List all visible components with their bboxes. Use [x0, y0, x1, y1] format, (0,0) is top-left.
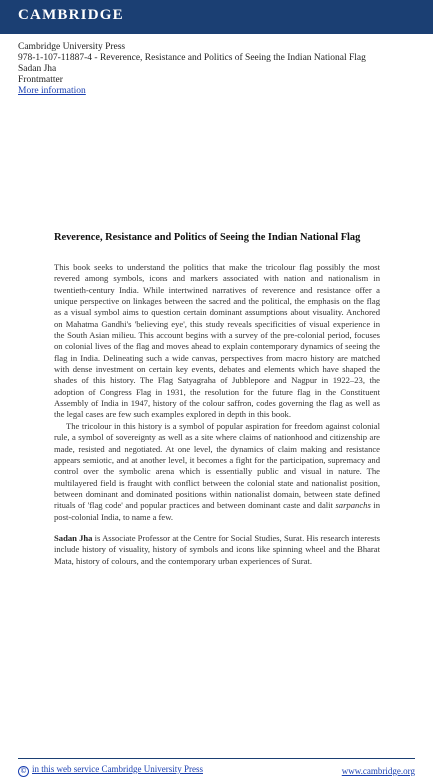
footer-divider: [18, 758, 415, 759]
paragraph-2-text: The tricolour in this history is a symbol of popular aspiration for freedom against colonial rule, a symbol of sovereignty as well as a site where claims of nationhood and citizenship are made, resisted and negotiated. At one level, the dynamics of claim making and resistance appears semiotic, and at another level, it becomes a fight for the participation, supremacy and control over the symbolic arena which is essentially public and visual in nature. The multilayered field is fraught with conflict between the colonial state and nationalist position, between dominant and dominated positions within nationalist domain, between state defined rituals of 'flag code' and popular practices and between dominant caste and dalit: [54, 420, 380, 511]
description-paragraph-2: [54, 421, 380, 523]
book-metadata: [18, 42, 423, 97]
paragraph-2-end: in post-colonial India, to name a few.: [54, 500, 380, 522]
bio-author-name: Sadan Jha: [54, 532, 93, 543]
cambridge-logo[interactable]: CAMBRIDGE: [18, 7, 124, 23]
section-name: Frontmatter: [18, 75, 63, 85]
header-bar: [0, 0, 433, 34]
copyright-icon: ©: [20, 767, 27, 775]
author-bio: [54, 533, 380, 567]
description-paragraph-1: This book seeks to understand the politics that make the tricolour flag possibly the most revered among symbols, icons and markers associated with nation and nationalism in twentieth-century India. While intertwined narratives of reverence and resistance offer a unique perspective on linkages between the sacred and the political, the emphasis on the flag as a visual symbol aims to question certain dominant assumptions about visuality. Anchored on Mahatma Gandhi's 'believing eye', this study reveals specificities of visual experience in the South Asian milieu. This account begins with a survey of the pre-colonial period, focuses on colonial lives of the flag and moves ahead to explain contemporary dynamics of seeing the flag in India. Delineating such a wide canvas, perspectives from macro history are matched with dense investment on certain key events, debates and elements which have shaped the shades of this history. The Flag Satyagraha of Jubblepore and Nagpur in 1922–23, the adoption of Congress Flag in 1931, the resolution for the future flag in the Constituent Assembly of India in 1947, history of the colour saffron, codes governing the flag as well as the legal cases are few such examples explored in depth in this book.: [54, 262, 380, 420]
paragraph-2-italic: sarpanchs: [335, 500, 371, 511]
publisher-name: Cambridge University Press: [18, 42, 126, 52]
book-description: [54, 262, 380, 567]
more-information-link[interactable]: More information: [18, 86, 86, 96]
cambridge-website-link[interactable]: www.cambridge.org: [341, 765, 415, 776]
bio-text: is Associate Professor at the Centre for Social Studies, Surat. His research interests include history of visuality, history of symbols and icons like spinning wheel and the Bharat Mata, history of colours, and the contemporary urban experiences of Surat.: [54, 532, 380, 566]
copyright-text: in this web service Cambridge University Press: [32, 764, 203, 774]
author-name: Sadan Jha: [18, 64, 57, 74]
page-footer: [18, 764, 415, 777]
book-title: Reverence, Resistance and Politics of Seeing the Indian National Flag: [54, 232, 361, 243]
isbn-title: 978-1-107-11887-4 - Reverence, Resistance and Politics of Seeing the Indian National Flag: [18, 53, 366, 63]
copyright-link[interactable]: [18, 764, 203, 777]
